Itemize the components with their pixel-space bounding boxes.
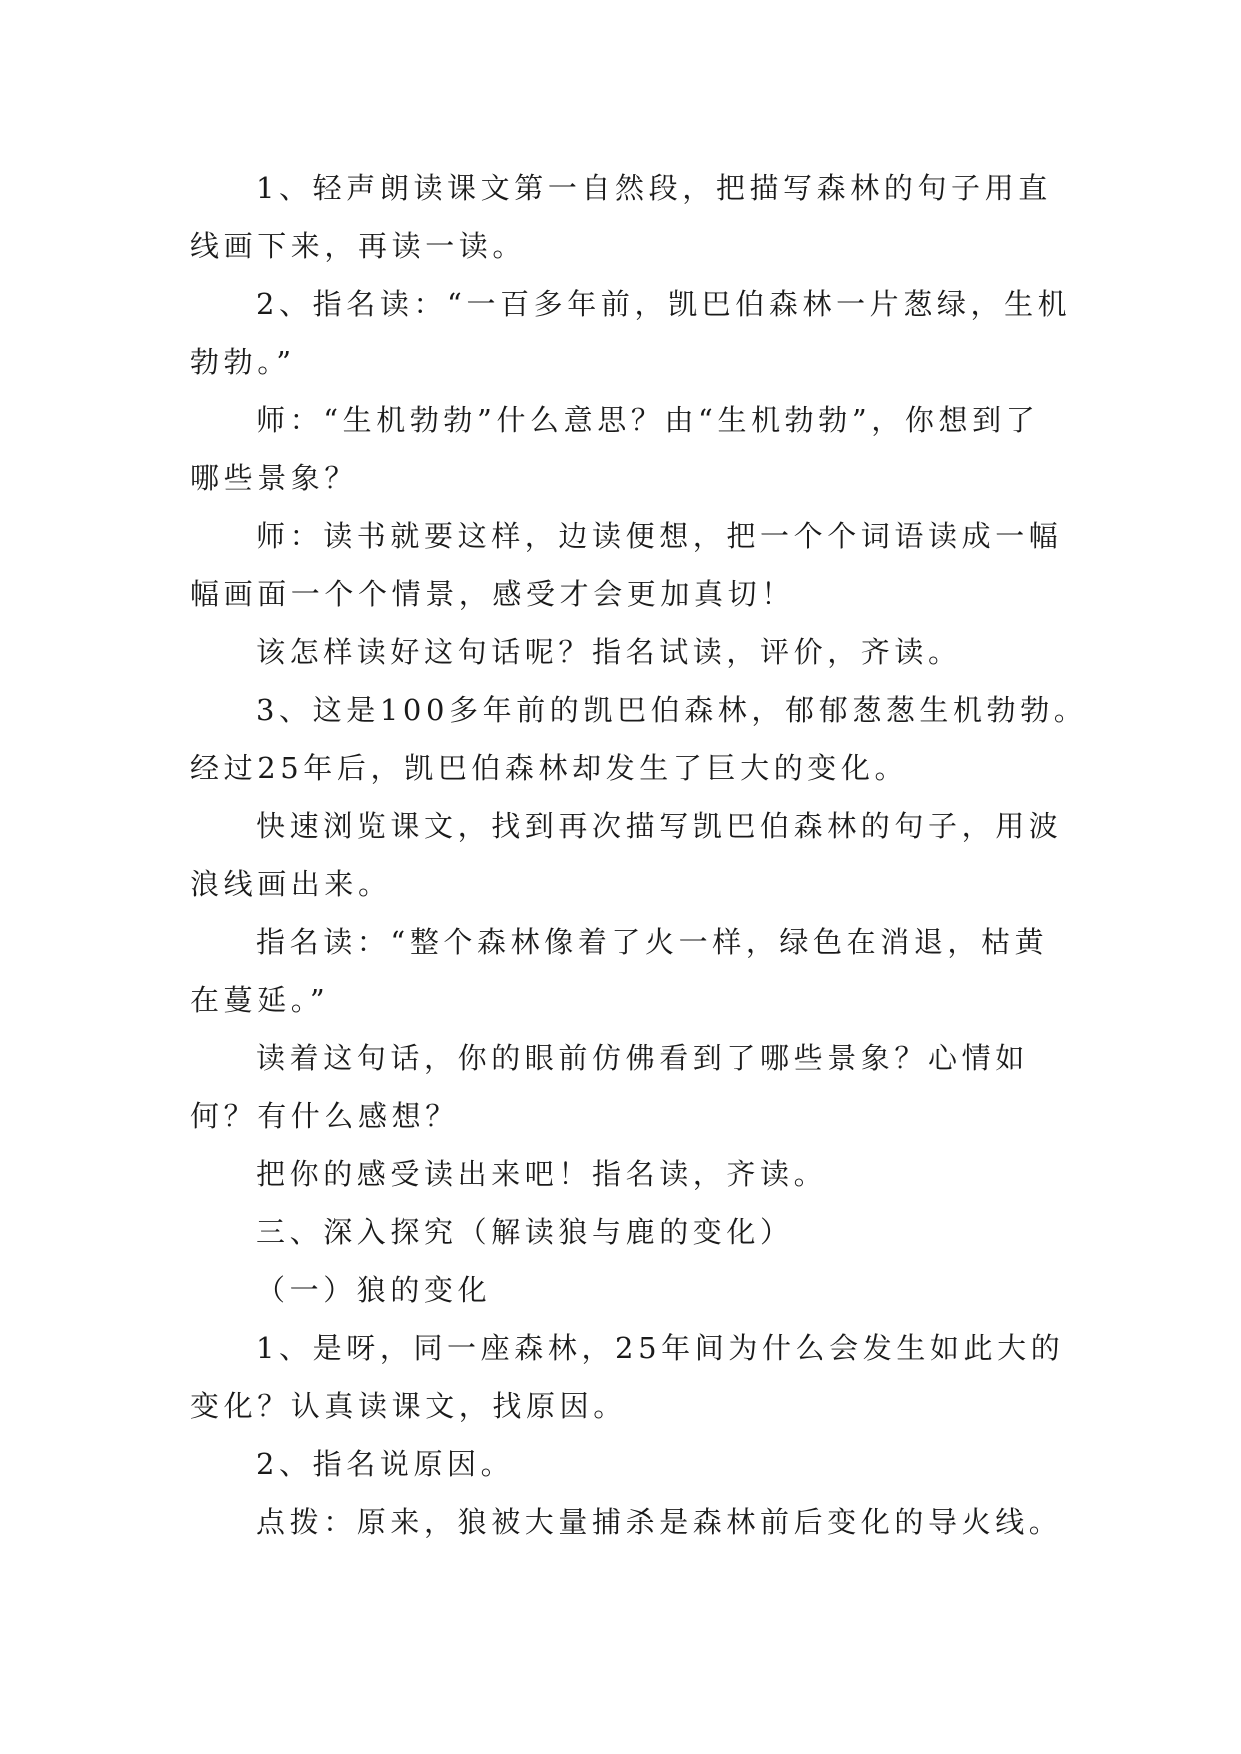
paragraph xyxy=(190,1029,1070,1145)
paragraph-first-line: （一）狼的变化 xyxy=(256,1273,492,1307)
paragraph-first-line: 1、轻声朗读课文第一自然段，把描写森林的句子用直 xyxy=(256,171,1052,205)
paragraph xyxy=(190,507,1070,623)
paragraph xyxy=(190,681,1088,797)
paragraph xyxy=(190,391,1070,507)
paragraph-first-line: 2、指名读：“一百多年前，凯巴伯森林一片葱绿，生机 xyxy=(256,287,1072,321)
paragraph xyxy=(190,1145,1070,1203)
paragraph xyxy=(190,1435,1070,1493)
paragraph-first-line: 读着这句话，你的眼前仿佛看到了哪些景象？心情如 xyxy=(256,1041,1029,1075)
paragraph xyxy=(190,1319,1070,1435)
paragraph-continuation-line: 线画下来，再读一读。 xyxy=(190,229,527,263)
paragraph xyxy=(190,159,1070,275)
paragraph-first-line: 点拨：原来，狼被大量捕杀是森林前后变化的导火线。 xyxy=(256,1505,1063,1539)
paragraph-first-line: 师：“生机勃勃”什么意思？由“生机勃勃”，你想到了 xyxy=(256,403,1040,437)
paragraph xyxy=(190,1261,1070,1319)
paragraph-first-line: 师：读书就要这样，边读便想，把一个个词语读成一幅 xyxy=(256,519,1063,553)
paragraph xyxy=(190,797,1070,913)
paragraph-first-line: 三、深入探究（解读狼与鹿的变化） xyxy=(256,1215,794,1249)
paragraph-first-line: 把你的感受读出来吧！指名读，齐读。 xyxy=(256,1157,828,1191)
paragraph-continuation-line: 变化？认真读课文，找原因。 xyxy=(190,1389,627,1423)
paragraph xyxy=(190,1493,1070,1551)
document-body xyxy=(190,159,1088,1551)
paragraph-first-line: 指名读：“整个森林像着了火一样，绿色在消退，枯黄 xyxy=(256,925,1049,959)
paragraph xyxy=(190,623,1070,681)
paragraph-continuation-line: 何？有什么感想？ xyxy=(190,1099,459,1133)
paragraph-continuation-line: 浪线画出来。 xyxy=(190,867,392,901)
paragraph-first-line: 快速浏览课文，找到再次描写凯巴伯森林的句子，用波 xyxy=(256,809,1063,843)
paragraph-continuation-line: 哪些景象？ xyxy=(190,461,359,495)
paragraph-first-line: 1、是呀，同一座森林，25年间为什么会发生如此大的 xyxy=(256,1331,1065,1365)
paragraph-continuation-line: 在蔓延。” xyxy=(190,983,330,1017)
paragraph xyxy=(190,1203,1070,1261)
paragraph-first-line: 2、指名说原因。 xyxy=(256,1447,515,1481)
paragraph xyxy=(190,913,1070,1029)
paragraph-first-line: 3、这是100多年前的凯巴伯森林，郁郁葱葱生机勃勃。 xyxy=(256,693,1088,727)
paragraph xyxy=(190,275,1070,391)
paragraph-continuation-line: 勃勃。” xyxy=(190,345,296,379)
paragraph-continuation-line: 幅画面一个个情景，感受才会更加真切！ xyxy=(190,577,795,611)
paragraph-continuation-line: 经过25年后，凯巴伯森林却发生了巨大的变化。 xyxy=(190,751,909,785)
paragraph-first-line: 该怎样读好这句话呢？指名试读，评价，齐读。 xyxy=(256,635,962,669)
